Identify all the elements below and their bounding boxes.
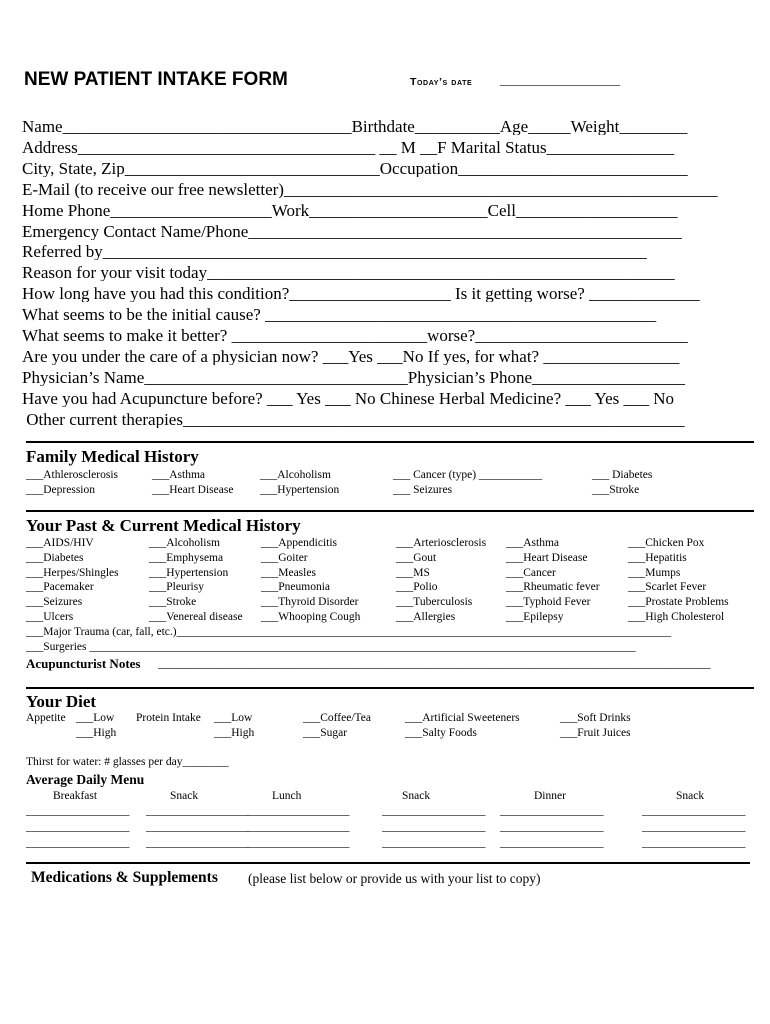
menu-entry-field[interactable]: __________________ bbox=[382, 822, 486, 833]
medical-history-item[interactable]: ___Stroke bbox=[149, 596, 197, 609]
medical-history-item[interactable]: ___Herpes/Shingles bbox=[26, 566, 119, 579]
medical-history-item[interactable]: ___Pacemaker bbox=[26, 581, 94, 594]
menu-entry-field[interactable]: __________________ bbox=[246, 806, 350, 817]
medical-history-item[interactable]: ___Epilepsy bbox=[506, 611, 564, 623]
major-trauma-field[interactable]: ___Major Trauma (car, fall, etc.)______________________________________________________________________________________ bbox=[26, 627, 672, 638]
medical-history-item[interactable]: ___Appendicitis bbox=[261, 537, 338, 549]
thirst-field[interactable]: Thirst for water: # glasses per day________ bbox=[26, 756, 229, 768]
medical-history-item[interactable]: ___Tuberculosis bbox=[396, 596, 473, 609]
medical-history-item[interactable]: ___AIDS/HIV bbox=[26, 537, 94, 549]
medical-history-item[interactable]: ___Scarlet Fever bbox=[628, 581, 707, 594]
city-occupation-line[interactable]: City, State, Zip______________________________Occupation___________________________ bbox=[22, 159, 688, 177]
physician-name-line[interactable]: Physician’s Name_______________________________Physician’s Phone__________________ bbox=[22, 368, 685, 386]
appetite-low-option[interactable]: ___Low bbox=[76, 712, 115, 724]
emergency-contact-line[interactable]: Emergency Contact Name/Phone___________________________________________________ bbox=[22, 222, 682, 240]
medical-history-item[interactable]: ___Seizures bbox=[26, 596, 83, 609]
family-history-item[interactable]: ___ Diabetes bbox=[592, 469, 653, 481]
medical-history-item[interactable]: ___Alcoholism bbox=[149, 537, 220, 549]
email-line[interactable]: E-Mail (to receive our free newsletter)___________________________________________________ bbox=[22, 180, 718, 198]
menu-entry-field[interactable]: __________________ bbox=[26, 822, 130, 833]
acupuncturist-notes-label: Acupuncturist Notes bbox=[26, 656, 141, 671]
phones-line[interactable]: Home Phone___________________Work_____________________Cell___________________ bbox=[22, 201, 678, 219]
family-history-item[interactable]: ___Stroke bbox=[592, 484, 640, 496]
diet-title: Your Diet bbox=[26, 692, 97, 711]
medications-divider bbox=[26, 862, 750, 864]
fruit-juices-option[interactable]: ___Fruit Juices bbox=[560, 727, 631, 739]
acupuncturist-notes-field[interactable]: _____________________________________________________________________________________ bbox=[158, 656, 711, 669]
medical-history-item[interactable]: ___Venereal disease bbox=[149, 611, 243, 623]
surgeries-field[interactable]: ___Surgeries _______________________________________________________________________________________________ bbox=[26, 642, 636, 653]
medical-history-item[interactable]: ___Measles bbox=[261, 566, 316, 579]
medical-history-item[interactable]: ___Pleurisy bbox=[149, 581, 204, 594]
medical-history-item[interactable]: ___Whooping Cough bbox=[261, 611, 361, 623]
divider bbox=[26, 510, 754, 512]
menu-entry-field[interactable]: __________________ bbox=[146, 806, 250, 817]
family-history-title: Family Medical History bbox=[26, 447, 199, 466]
initial-cause-line[interactable]: What seems to be the initial cause? ______________________________________________ bbox=[22, 306, 657, 324]
medical-history-item[interactable]: ___Hypertension bbox=[149, 566, 229, 579]
menu-column-dinner: Dinner bbox=[534, 790, 566, 802]
medical-history-item[interactable]: ___Arteriosclerosis bbox=[396, 537, 487, 549]
menu-entry-field[interactable]: __________________ bbox=[146, 822, 250, 833]
appetite-label: Appetite bbox=[26, 712, 66, 724]
medical-history-item[interactable]: ___Ulcers bbox=[26, 611, 74, 623]
protein-low-option[interactable]: ___Low bbox=[214, 712, 253, 724]
family-history-item[interactable]: ___Heart Disease bbox=[152, 484, 234, 496]
menu-entry-field[interactable]: __________________ bbox=[26, 838, 130, 849]
medical-history-item[interactable]: ___Prostate Problems bbox=[628, 596, 729, 609]
medical-history-item[interactable]: ___MS bbox=[396, 566, 430, 579]
menu-entry-field[interactable]: __________________ bbox=[642, 806, 746, 817]
condition-duration-line[interactable]: How long have you had this condition?___________________ Is it getting worse? _____________ bbox=[22, 285, 700, 303]
family-history-item[interactable]: ___Depression bbox=[26, 484, 95, 496]
physician-care-line[interactable]: Are you under the care of a physician now? ___Yes ___No If yes, for what? ________________ bbox=[22, 347, 680, 365]
menu-entry-field[interactable]: __________________ bbox=[500, 838, 604, 849]
coffee-tea-option[interactable]: ___Coffee/Tea bbox=[303, 712, 371, 724]
average-daily-menu-title: Average Daily Menu bbox=[26, 772, 145, 787]
menu-entry-field[interactable]: __________________ bbox=[642, 838, 746, 849]
protein-high-option[interactable]: ___High bbox=[214, 727, 255, 739]
menu-column-snack: Snack bbox=[170, 790, 199, 802]
form-title: NEW PATIENT INTAKE FORM bbox=[24, 69, 288, 90]
family-history-item[interactable]: ___ Seizures bbox=[393, 484, 453, 496]
todays-date-label: Today’s date bbox=[410, 76, 473, 88]
menu-entry-field[interactable]: __________________ bbox=[26, 806, 130, 817]
other-therapies-line[interactable]: Other current therapies___________________________________________________________ bbox=[22, 410, 685, 428]
menu-entry-field[interactable]: __________________ bbox=[146, 838, 250, 849]
acupuncture-herbal-line[interactable]: Have you had Acupuncture before? ___ Yes ___ No Chinese Herbal Medicine? ___ Yes ___ No bbox=[22, 389, 675, 407]
family-history-item[interactable]: ___Asthma bbox=[152, 469, 206, 481]
medical-history-item[interactable]: ___Polio bbox=[396, 581, 438, 594]
family-history-item[interactable]: ___Athlerosclerosis bbox=[26, 469, 118, 481]
family-history-item[interactable]: ___ Cancer (type) ___________ bbox=[393, 469, 543, 481]
medical-history-item[interactable]: ___Thyroid Disorder bbox=[261, 596, 359, 609]
medical-history-item[interactable]: ___Heart Disease bbox=[506, 551, 588, 564]
reason-for-visit-line[interactable]: Reason for your visit today_______________________________________________________ bbox=[22, 264, 675, 282]
todays-date-field[interactable]: ____________________ bbox=[500, 73, 620, 87]
better-worse-line[interactable]: What seems to make it better? _______________________worse?_________________________ bbox=[22, 327, 688, 344]
name-birthdate-age-weight-line[interactable]: Name__________________________________Birthdate__________Age_____Weight________ bbox=[22, 118, 688, 135]
menu-entry-field[interactable]: __________________ bbox=[246, 838, 350, 849]
medical-history-item[interactable]: ___Gout bbox=[396, 551, 437, 564]
menu-column-lunch: Lunch bbox=[272, 790, 302, 802]
address-gender-marital-line[interactable]: Address___________________________________ __ M __F Marital Status_______________ bbox=[22, 138, 675, 156]
menu-entry-field[interactable]: __________________ bbox=[382, 806, 486, 817]
medical-history-item[interactable]: ___Diabetes bbox=[26, 551, 84, 564]
medications-title: Medications & Supplements bbox=[31, 869, 218, 886]
medical-history-item[interactable]: ___Typhoid Fever bbox=[506, 596, 591, 609]
medical-history-item[interactable]: ___Goiter bbox=[261, 551, 308, 564]
medical-history-item[interactable]: ___Rheumatic fever bbox=[506, 581, 600, 594]
medical-history-item[interactable]: ___Allergies bbox=[396, 611, 456, 623]
medical-history-item[interactable]: ___Cancer bbox=[506, 566, 556, 579]
medical-history-item[interactable]: ___Asthma bbox=[506, 537, 560, 549]
referred-by-line[interactable]: Referred by________________________________________________________________ bbox=[22, 243, 647, 261]
sugar-option[interactable]: ___Sugar bbox=[303, 727, 348, 739]
medical-history-item[interactable]: ___Pneumonia bbox=[261, 581, 330, 594]
medications-subtitle: (please list below or provide us with your list to copy) bbox=[248, 871, 541, 886]
medical-history-item[interactable]: ___Hepatitis bbox=[628, 551, 687, 564]
appetite-high-option[interactable]: ___High bbox=[76, 727, 117, 739]
past-history-title: Your Past & Current Medical History bbox=[26, 516, 301, 535]
menu-column-snack: Snack bbox=[402, 790, 431, 802]
protein-intake-label: Protein Intake bbox=[136, 712, 201, 724]
medical-history-item[interactable]: ___Mumps bbox=[628, 566, 681, 579]
divider bbox=[26, 441, 754, 443]
family-history-item[interactable]: ___Hypertension bbox=[260, 484, 340, 496]
menu-entry-field[interactable]: __________________ bbox=[246, 822, 350, 833]
menu-column-snack: Snack bbox=[676, 790, 705, 802]
menu-column-breakfast: Breakfast bbox=[53, 790, 98, 802]
salty-foods-option[interactable]: ___Salty Foods bbox=[405, 727, 477, 739]
medical-history-item[interactable]: ___High Cholesterol bbox=[628, 611, 725, 623]
menu-entry-field[interactable]: __________________ bbox=[500, 822, 604, 833]
divider bbox=[26, 687, 754, 689]
medical-history-item[interactable]: ___Emphysema bbox=[149, 551, 224, 564]
soft-drinks-option[interactable]: ___Soft Drinks bbox=[560, 712, 631, 724]
menu-entry-field[interactable]: __________________ bbox=[642, 822, 746, 833]
artificial-sweeteners-option[interactable]: ___Artificial Sweeteners bbox=[405, 712, 520, 724]
menu-entry-field[interactable]: __________________ bbox=[382, 838, 486, 849]
family-history-item[interactable]: ___Alcoholism bbox=[260, 469, 331, 481]
menu-entry-field[interactable]: __________________ bbox=[500, 806, 604, 817]
medical-history-item[interactable]: ___Chicken Pox bbox=[628, 537, 705, 549]
